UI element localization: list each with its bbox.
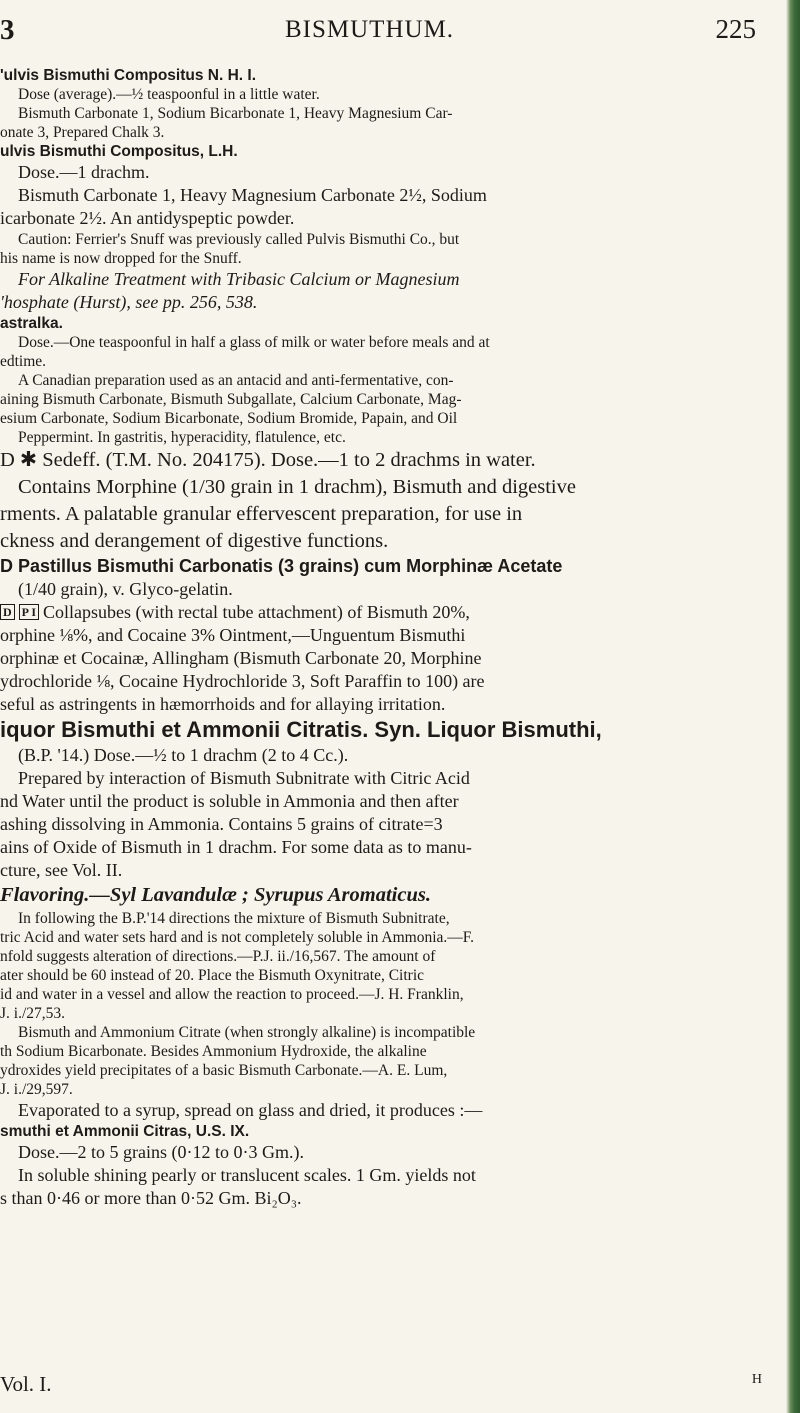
line-text: ydrochloride ⅛, Cocaine Hydrochloride 3, Soft Paraffin to 100) are (0, 671, 485, 691)
text-line (0, 123, 782, 142)
text-line (0, 859, 782, 882)
line-text: (1/40 grain), v. Glyco-gelatin. (18, 579, 233, 599)
text-line (0, 928, 782, 947)
line-text: Dose.—2 to 5 grains (0·12 to 0·3 Gm.). (18, 1142, 304, 1162)
text-line (0, 716, 782, 744)
text-line (0, 85, 782, 104)
line-text: his name is now dropped for the Snuff. (0, 250, 242, 267)
line-text: A Canadian preparation used as an antacid and anti-fermentative, con- (18, 372, 454, 389)
running-title: BISMUTHUM. (285, 16, 455, 43)
text-line (0, 790, 782, 813)
line-text: s than 0·46 or more than 0·52 Gm. Bi₂O₃. (0, 1188, 302, 1208)
line-text: Dose.—1 drachm. (18, 162, 150, 182)
text-line (0, 371, 782, 390)
text-line (0, 1023, 782, 1042)
text-line (0, 291, 782, 314)
line-text: nd Water until the product is soluble in Ammonia and then after (0, 791, 459, 811)
line-text: ydroxides yield precipitates of a basic Bismuth Carbonate.—A. E. Lum, (0, 1062, 448, 1079)
text-line (0, 1141, 782, 1164)
text-line (0, 624, 782, 647)
volume-label: Vol. I. (0, 1372, 52, 1396)
page-number: 225 (715, 14, 756, 44)
line-text: iquor Bismuthi et Ammonii Citratis. Syn. Liquor Bismuthi, (0, 717, 602, 742)
text-line (0, 1080, 782, 1099)
text-line (0, 474, 782, 501)
text-line (0, 647, 782, 670)
line-text: Prepared by interaction of Bismuth Subnitrate with Citric Acid (18, 768, 470, 788)
text-line (0, 670, 782, 693)
running-header (0, 14, 786, 54)
text-line (0, 1061, 782, 1080)
line-text: orphine ⅛%, and Cocaine 3% Ointment,—Unguentum Bismuthi (0, 625, 466, 645)
text-line (0, 909, 782, 928)
line-text: Dose.—One teaspoonful in half a glass of milk or water before meals and at (18, 334, 490, 351)
line-text: Bismuth and Ammonium Citrate (when strongly alkaline) is incompatible (18, 1024, 476, 1041)
text-line (0, 578, 782, 601)
text-line (0, 1042, 782, 1061)
line-text: (B.P. '14.) Dose.—½ to 1 drachm (2 to 4 Cc.). (18, 745, 349, 765)
line-text: edtime. (0, 353, 47, 370)
line-text: Peppermint. In gastritis, hyperacidity, flatulence, etc. (18, 429, 346, 446)
text-line (0, 104, 782, 123)
text-line (0, 985, 782, 1004)
symbol-box: D (0, 604, 15, 620)
line-text: id and water in a vessel and allow the reaction to proceed.—J. H. Franklin, (0, 986, 464, 1003)
text-line (0, 428, 782, 447)
text-line (0, 207, 782, 230)
text-line (0, 268, 782, 291)
line-text: esium Carbonate, Sodium Bicarbonate, Sodium Bromide, Papain, and Oil (0, 410, 458, 427)
text-line (0, 555, 782, 578)
page-body (0, 66, 782, 1406)
line-text: tric Acid and water sets hard and is not completely soluble in Ammonia.—F. (0, 929, 475, 946)
text-line (0, 1099, 782, 1122)
page-edge-decoration (786, 0, 800, 1413)
text-line (0, 249, 782, 268)
line-text: orphinæ et Cocainæ, Allingham (Bismuth Carbonate 20, Morphine (0, 648, 482, 668)
text-line (0, 882, 782, 909)
line-text: ater should be 60 instead of 20. Place the Bismuth Oxynitrate, Citric (0, 967, 425, 984)
line-text: nfold suggests alteration of directions.—P.J. ii./16,567. The amount of (0, 948, 436, 965)
line-text: 'hosphate (Hurst), see pp. 256, 538. (0, 292, 258, 312)
text-line (0, 836, 782, 859)
text-line (0, 966, 782, 985)
text-line (0, 1164, 782, 1187)
line-text: icarbonate 2½. An antidyspeptic powder. (0, 208, 295, 228)
text-line (0, 1122, 782, 1141)
line-text: th Sodium Bicarbonate. Besides Ammonium Hydroxide, the alkaline (0, 1043, 427, 1060)
text-line (0, 409, 782, 428)
line-text: D ✱ Sedeff. (T.M. No. 204175). Dose.—1 to 2 drachms in water. (0, 449, 536, 471)
line-text: Flavoring.—Syl Lavandulæ ; Syrupus Aromaticus. (0, 884, 431, 906)
line-text: astralka. (0, 315, 63, 332)
text-line (0, 230, 782, 249)
line-text: ashing dissolving in Ammonia. Contains 5 grains of citrate=3 (0, 814, 443, 834)
line-text: For Alkaline Treatment with Tribasic Calcium or Magnesium (18, 269, 460, 289)
line-text: J. i./27,53. (0, 1005, 66, 1022)
line-text: ckness and derangement of digestive functions. (0, 530, 389, 552)
symbol-box: P I (19, 604, 39, 620)
line-text: ulvis Bismuthi Compositus, L.H. (0, 143, 238, 160)
text-line (0, 528, 782, 555)
text-line (0, 767, 782, 790)
line-text: aining Bismuth Carbonate, Bismuth Subgallate, Calcium Carbonate, Mag- (0, 391, 462, 408)
signature-mark: H (751, 1372, 762, 1387)
text-line (0, 161, 782, 184)
text-line (0, 184, 782, 207)
line-text: 'ulvis Bismuthi Compositus N. H. I. (0, 67, 257, 84)
line-text: Evaporated to a syrup, spread on glass and dried, it produces :— (18, 1100, 483, 1120)
line-text: Dose (average).—½ teaspoonful in a little water. (18, 86, 320, 103)
text-line (0, 501, 782, 528)
line-text: D Pastillus Bismuthi Carbonatis (3 grains) cum Morphinæ Acetate (0, 556, 563, 576)
text-line (0, 947, 782, 966)
text-line (0, 693, 782, 716)
line-text: In soluble shining pearly or translucent scales. 1 Gm. yields not (18, 1165, 476, 1185)
text-line (0, 333, 782, 352)
line-text: Collapsubes (with rectal tube attachment) of Bismuth 20%, (43, 602, 470, 622)
text-line (0, 352, 782, 371)
line-text: rments. A palatable granular effervescent preparation, for use in (0, 503, 523, 525)
header-left-number: 3 (0, 14, 15, 46)
text-line (0, 447, 782, 474)
line-text: Bismuth Carbonate 1, Sodium Bicarbonate 1, Heavy Magnesium Car- (18, 105, 453, 122)
line-text: ains of Oxide of Bismuth in 1 drachm. For some data as to manu- (0, 837, 472, 857)
footer (0, 1372, 782, 1402)
text-line (0, 66, 782, 85)
line-text: onate 3, Prepared Chalk 3. (0, 124, 165, 141)
text-line (0, 1004, 782, 1023)
text-line (0, 601, 782, 624)
line-text: smuthi et Ammonii Citras, U.S. IX. (0, 1123, 250, 1140)
line-text: Contains Morphine (1/30 grain in 1 drachm), Bismuth and digestive (18, 476, 576, 498)
text-line (0, 744, 782, 767)
text-line (0, 1187, 782, 1210)
text-line (0, 142, 782, 161)
text-line (0, 314, 782, 333)
line-text: seful as astringents in hæmorrhoids and for allaying irritation. (0, 694, 446, 714)
line-text: Caution: Ferrier's Snuff was previously called Pulvis Bismuthi Co., but (18, 231, 460, 248)
line-text: cture, see Vol. II. (0, 860, 123, 880)
line-text: Bismuth Carbonate 1, Heavy Magnesium Carbonate 2½, Sodium (18, 185, 487, 205)
line-text: In following the B.P.'14 directions the mixture of Bismuth Subnitrate, (18, 910, 450, 927)
text-line (0, 813, 782, 836)
line-text: J. i./29,597. (0, 1081, 73, 1098)
text-line (0, 390, 782, 409)
